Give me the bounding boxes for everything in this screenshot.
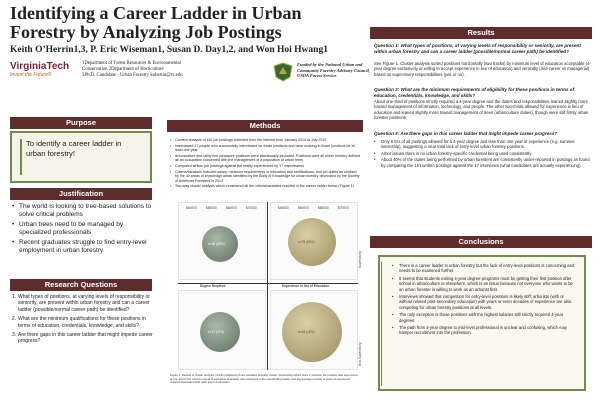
funding-line: Funded by the National Urban and (297, 62, 363, 67)
methods-list (170, 138, 360, 190)
figure-caption: Figure 1. Results of cluster analysis (n=151) displaying three variables deciding cluster membership which were 1) whether the position was supervisory or not, and 2) the minimum level of education attainable. Also displayed is the standardized salary and the average number of years of experience required associated with each level of education. (170, 373, 359, 385)
research-questions-heading: Research Questions (10, 279, 152, 291)
list-item: • There is a career ladder in urban forestry but the lack of entry-level positions is concerning and needs to be examined further. (392, 263, 578, 274)
justification-list (12, 203, 154, 257)
list-item: • The only exception is those positions with the highest salaries still strictly required 4-year degrees. (392, 312, 578, 323)
results-heading: Results (370, 27, 592, 39)
affiliation-line: 3Ph.D. Candidate - Urban Forestry kohertin@vt.edu (82, 73, 183, 78)
result-answer-3-list (374, 139, 592, 168)
conclusions-list (392, 263, 578, 336)
salary-label: $50000 (298, 206, 309, 210)
list-item: • Compared written job postings against the reality experienced by 17 interviewees (170, 164, 360, 169)
list-item (12, 294, 154, 313)
poster-title: Identifying a Career Ladder in Urban Forestry by Analyzing Job Postings (10, 3, 302, 42)
salary-label: $50000 (206, 206, 217, 210)
conclusions-box (378, 255, 586, 391)
cluster-label: n=18 (12%) (298, 330, 315, 334)
methods-heading: Methods (167, 120, 363, 132)
list-item: • Interviews showed that competition for entry-level positions is likely stiff; arborists (with or without related post-secondary education) with years or even decades of experience are also competing for urban forestry positions at all levels. (392, 294, 578, 310)
question-text: What are the minimum qualifications for these positions in terms of education, credentials, knowledge, and skills? (18, 316, 146, 329)
list-item: • Two-way cluster analysis which considered all the criteria/variables resulted in the career ladder below (Figure 1) (170, 184, 360, 189)
figure-axis-line (267, 202, 268, 370)
funding-statement (297, 62, 370, 79)
salary-label: $70000 (246, 206, 257, 210)
list-item: • It seems that students exiting 4-year degree programs must be getting their first position after school in arboriculture or elsewhere, which is an issue because not everyone who wants to be an urban forester is willing to work as an arborist first. (392, 276, 578, 292)
list-item: • Arboriculture and utility line clearance positions were intentionally excluded. Positions were all urban forestry defined as an occupation concerned with the management of a population of urban trees (170, 154, 360, 163)
list-item: • Arbor issues there is no urban forestry-specific credential being used consistently. (374, 151, 592, 156)
list-item (12, 316, 154, 329)
affiliation-line: Conservation 2Department of Horticulture (82, 67, 164, 72)
research-questions-list (12, 294, 154, 348)
result-answer-1: See Figure 1. Cluster analysis sorted positions horizontally (two tracks) by minimum level of education acceptable (4-year degree exclusively or willing to accept experience in lieu of education) and vertically (mid-career vs managerial) based on supervisory responsibilities (yes or no). (374, 61, 591, 77)
conclusions-heading: Conclusions (370, 236, 592, 248)
funding-line: USDA Forest Service (297, 73, 337, 79)
list-item: • About 40% of the duties being performed by urban foresters are consistently under-reported in postings as found by comparing the 151 written postings against the 17 interviews (what candidates are actually experiencing). (374, 157, 592, 168)
conclusions-accent-line (381, 262, 384, 386)
question-text: What types of positions, at varying levels of responsibility or seniority, are present within urban forestry and can a career ladder (possible/normal career path) be identified? (18, 294, 151, 313)
purpose-text: To identify a career ladder in urban forestry! (20, 139, 142, 175)
salary-label: $40000 (278, 206, 289, 210)
list-item: • The world is looking to tree-based solutions to solve critical problems (12, 203, 154, 219)
axis-label-degree-required: Degree Required (200, 284, 226, 288)
list-item: • Criteria/variables included salary, minimum requirements of education and certifications, and job duties as outlined by the 40 areas of knowledge areas identified by the Body of Knowledge for urban forestry developed by the Society of American Foresters in 2014 (170, 170, 360, 184)
salary-label: $60000 (226, 206, 237, 210)
usda-forest-service-shield-icon (272, 62, 294, 82)
career-ladder-figure (170, 198, 360, 388)
salary-label: $70000 (338, 206, 349, 210)
funding-line: Community Forestry Advisory Council, (297, 67, 370, 73)
virginia-tech-logo (10, 61, 68, 83)
purpose-heading: Purpose (10, 117, 152, 129)
question-number: 3. (12, 332, 17, 339)
axis-label-non-supervisory: Non Supervisory (358, 342, 362, 366)
cluster-label: n=17 (11%) (208, 330, 225, 334)
purpose-box (10, 131, 152, 183)
axis-label-experience: Experience in lieu of Education (282, 284, 330, 288)
list-item: • Content analysis of 151 job postings collected from the internet from January 2014 to July 2015 (170, 138, 360, 143)
result-question-3: Question 3: Are there gaps in this career ladder that might impede career progress? (374, 131, 558, 136)
logo-tagline: Invent the Future® (10, 72, 52, 78)
cluster-label: n=38 (25%) (208, 242, 225, 246)
list-item: • Only 6.5% of all postings allowed for a 4-year degree and less than one year of experience (e.g. summer internship), suggesting a near total lack of entry-level urban forestry positions. (374, 139, 592, 150)
logo-name: VirginiaTech (10, 61, 70, 72)
question-text: Are there gaps in this career ladder that might impede career progress? (18, 332, 153, 345)
list-item: • The path from 4-year degree to mid-level professional is unclear and confusing, which may hamper recruitment into the profession. (392, 325, 578, 336)
salary-label: $40000 (186, 206, 197, 210)
salary-label: $60000 (318, 206, 329, 210)
list-item: • Urban trees need to be managed by specialized professionals (12, 221, 154, 237)
list-item: • Recent graduates struggle to find entry-level employment in urban forestry (12, 239, 154, 255)
result-question-2: Question 2: What are the minimum requirements of eligibility for these positions in terms of education, credentials, knowledge, and skills? (374, 87, 575, 98)
justification-heading: Justification (10, 188, 152, 200)
cluster-label: n=78 (52%) (298, 240, 315, 244)
affiliation-line: 1Department of Forest Resources & Environmental (82, 61, 181, 66)
author-list: Keith O’Herrin1,3, P. Eric Wiseman1, Susan D. Day1,2, and Won Hoi Hwang1 (10, 45, 328, 55)
question-number: 2. (12, 316, 17, 323)
list-item (12, 332, 154, 345)
question-number: 1. (12, 294, 17, 300)
affiliations (82, 61, 272, 79)
axis-label-supervisory: Supervisory (358, 251, 362, 268)
result-answer-2: About one-third of positions strictly required a 4-year degree and the duties and responsibilities leaned slightly more toward management of information, technology, and people. The other two-thirds allowed for experience in lieu of education and leaned slightly more toward management of trees (arboriculture duties), though were still firmly urban forester positions. (374, 99, 589, 121)
result-answer-3 (374, 139, 592, 169)
list-item: • Interviewed 17 people who successfully interviewed for those positions and were working in those positions for at least one year (170, 144, 360, 153)
result-question-1: Question 1: What types of positions, at varying levels of responsibility or seniority, are present within urban forestry and can a career ladder (possible/normal career path) be identified? (374, 43, 581, 54)
